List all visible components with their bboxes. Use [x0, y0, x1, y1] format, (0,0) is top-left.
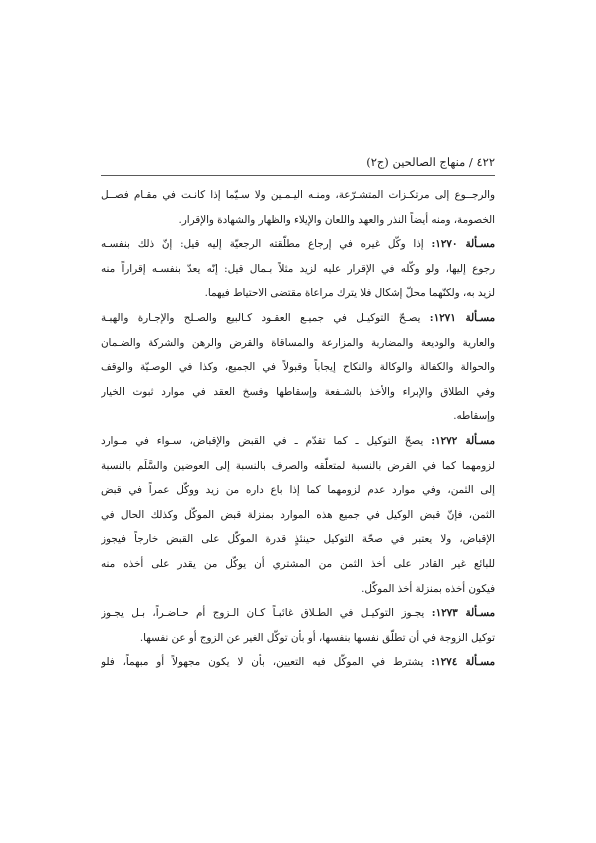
issue-text: يجـوز التوكيـل في الطـلاق غائبـاً كـان الـزوج أم حـاضـراً، بـل يجـوز [101, 607, 432, 620]
text-line: لزيد به، ولكنّهما محلّ إشكال فلا يترك مراعاة مقتضى الاحتياط فيهما. [204, 287, 495, 300]
issue-text: يصـحّ التوكيـل في جميـع العقـود كـالبيع والصـلح والإجـارة والهبـة [101, 311, 430, 324]
text-line [101, 429, 495, 454]
body-text [101, 183, 495, 675]
text-line: فيكون أخذه بمنزلة أخذ الموكّل. [361, 582, 495, 595]
text-line: والعارية والوديعة والمضاربة والمزارعة والمساقاة والقرض والرهن والشركة والضـمان [101, 336, 495, 349]
issue-text: يشترط في الموكّل فيه التعيين، بأن لا يكون مجهولاً أو مبهماً، فلو [101, 656, 432, 669]
issue-label: مسـألة ١٢٧٣: [431, 607, 495, 620]
issue-paragraph [101, 429, 495, 601]
issue-paragraph [101, 601, 495, 650]
text-line [101, 601, 495, 626]
text-line [101, 306, 495, 331]
text-line: الخصومة، ومنه أيضاً النذر والعهد واللعان والإيلاء والظهار والشهادة والإقرار. [178, 213, 495, 226]
issue-text: إذا وكّل غيره في إرجاع مطلّقته الرجعيّة إليه قيل: إنّ ذلك بنفسـه [101, 238, 432, 251]
text-line [101, 232, 495, 257]
text-line: وفي الطلاق والإبراء والأخذ بالشـفعة وإسقاطها وفسخ العقد في موارد ثبوت الخيار [101, 385, 495, 398]
text-line: والرجــوع إلى مرتكـزات المتشـرّعة، ومنـه اليـمـين ولا سـيّما إذا كانـت في مقـام فصــل [101, 189, 495, 201]
issue-text: يصحّ التوكيل ـ كما تقدّم ـ في القبض والإقباض، سـواء في مـوارد [101, 434, 432, 447]
header-rule [101, 175, 495, 176]
issue-label: مسـألة ١٢٧٢: [431, 434, 495, 447]
running-header: ٤٢٢ / منهاج الصالحين (ج٢) [366, 155, 495, 169]
text-line: إلى الثمن، وفي موارد عدم لزومهما كما إذا باع داره من زيد ووكّل عمراً في قبض [101, 484, 495, 497]
text-line: توكيل الزوجة في أن تطلّق نفسها بنفسها، أو بأن توكّل الغير عن الزوج أو عن نفسها. [139, 631, 495, 644]
issue-paragraph [101, 650, 495, 675]
issue-label: مسـألة ١٢٧١: [429, 311, 495, 324]
issue-paragraph [101, 306, 495, 429]
text-line: الثمن، فإنّ قبض الوكيل في جميع هذه الموارد بمنزلة قبض الموكّل وكذلك الحال في [101, 508, 495, 521]
text-line: للبائع غير القادر على أخذ الثمن من المشتري أن يوكّل من يقدر على أخذه منه [101, 557, 495, 570]
text-line: رجوع إليها، ولو وكّله في الإقرار عليه لزيد مثلاً بـمال قيل: إنّه يعدّ بنفسـه إقراراً منه [101, 262, 495, 275]
text-line: الإقباض، ولا يعتبر في صحّة التوكيل حينئذٍ قدرة الموكّل على القبض خارجاً فيجوز [101, 533, 495, 546]
issue-label: مسـألة ١٢٧٤: [431, 656, 495, 669]
issue-label: مسـألة ١٢٧٠: [431, 238, 495, 251]
text-line: وإسقاطه. [453, 410, 495, 423]
text-line [101, 650, 495, 675]
text-line: لزومهما كما في القرض بالنسبة لمتعلّقه والصرف بالنسبة إلى العوضين والسَّلَم بالنسبة [101, 459, 495, 472]
text-line: والحوالة والكفالة والوكالة والنكاح إيجاباً وقبولاً في الجميع، وكذا في الوصـيّة والوقف [101, 361, 495, 374]
paragraph [101, 183, 495, 232]
issue-paragraph [101, 232, 495, 306]
